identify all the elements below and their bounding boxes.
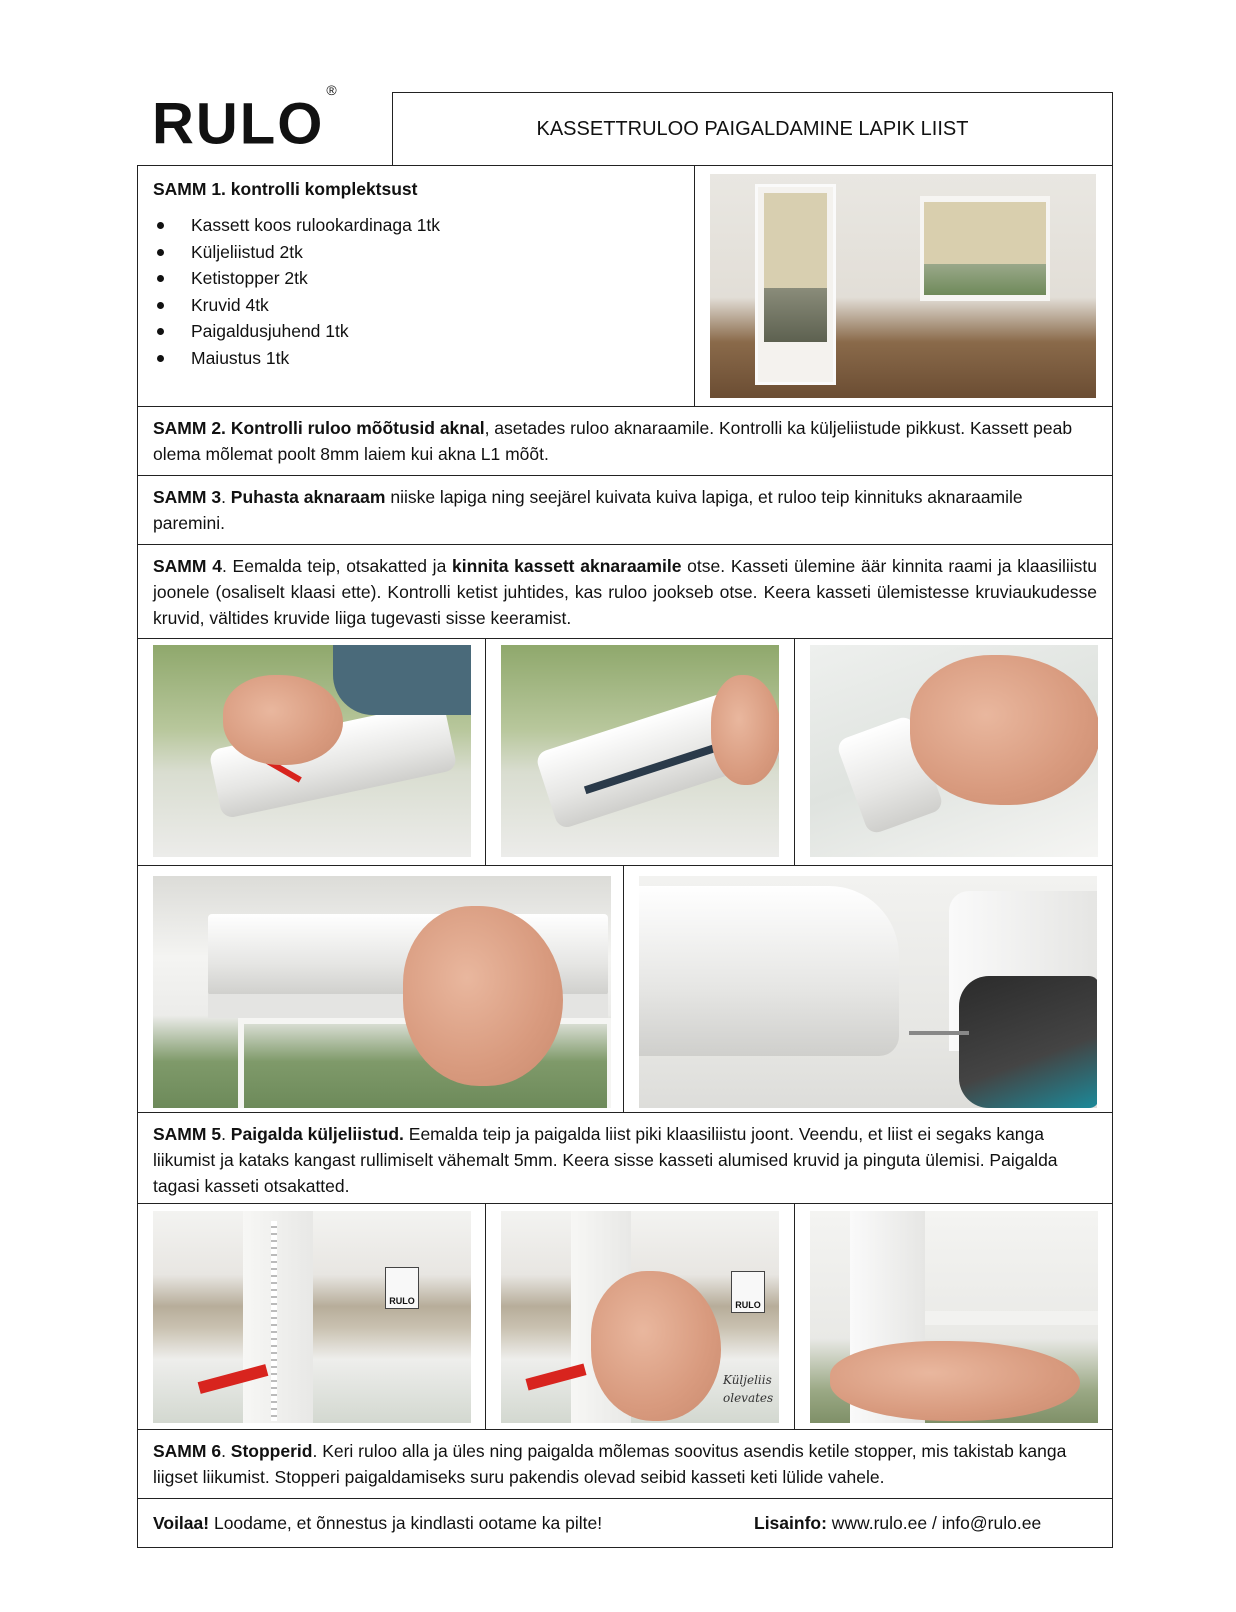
step1-item-list [153,212,679,371]
step4-photo-cell-5 [623,865,1113,1113]
list-item: Kassett koos rulookardinaga 1tk [153,212,679,239]
step3-label: SAMM 3 [153,487,222,507]
step5-label: SAMM 5 [153,1124,222,1144]
rulo-logo [152,82,339,157]
footer-text: Loodame, et õnnestus ja kindlasti ootame ka pilte! [209,1513,603,1533]
step6-cell [137,1429,1113,1499]
list-item: Ketistopper 2tk [153,265,679,292]
drill-screw-photo [639,876,1097,1108]
mount-cassette-photo [153,876,611,1108]
step5-photo-cell-2 [485,1203,795,1430]
step4-photo-cell-1 [137,638,486,866]
step2-bold: Kontrolli ruloo mõõtusid aknal [230,418,485,438]
document-title: KASSETTRULOO PAIGALDAMINE LAPIK LIIST [392,92,1113,166]
step6-label: SAMM 6 [153,1441,222,1461]
end-cap-photo [810,645,1098,857]
side-rail-photo-3 [810,1211,1098,1423]
step4-text2: otse. Kasseti ülemine äär kinnita raami ja klaasiliistu joonele (osaliselt klaasi ette). Kontrolli ketist juhtides, kas ruloo jookseb otse. Keera kasseti ülemistesse kruviaukudesse kruvid, vältides kruvide liiga tugevasti sisse keeramist. [153,556,1097,628]
step4-bold: kinnita kassett aknaraamile [452,556,682,576]
list-item: Küljeliistud 2tk [153,239,679,266]
footer-voilaa: Voilaa! [153,1513,210,1533]
step1-text-cell [137,165,695,407]
footer-cell [137,1498,1113,1548]
step4-photo-cell-3 [794,638,1113,866]
registered-mark: ® [326,82,339,98]
step6-bold: Stopperid [230,1441,313,1461]
step4-label: SAMM 4 [153,556,222,576]
handwritten-line-1: Küljeliis [723,1373,772,1387]
list-item: Paigaldusjuhend 1tk [153,318,679,345]
footer-info-text: www.rulo.ee / info@rulo.ee [826,1513,1042,1533]
step2-label: SAMM 2. [153,418,226,438]
step3-text: niiske lapiga ning seejärel kuivata kuiva lapiga, et ruloo teip kinnituks aknaraamile paremini. [153,487,1023,533]
side-rail-photo-1 [153,1211,471,1423]
room-photo [710,174,1096,398]
step3-bold: Puhasta aknaraam [230,487,386,507]
step6-dot: . [221,1441,231,1461]
step5-bold: Paigalda küljeliistud. [230,1124,404,1144]
list-item: Maiustus 1tk [153,345,679,372]
step5-cell [137,1112,1113,1204]
step5-text: Eemalda teip ja paigalda liist piki klaasiliistu joont. Veendu, et liist ei segaks kanga liikumist ja kataks kangast rullimiselt vähemalt 5mm. Keera sisse kasseti alumised kruvid ja pinguta ülemisi. Paigalda tagasi kasseti otsakatted. [153,1124,1058,1196]
step1-photo-cell [694,165,1113,407]
cassette-end-photo [501,645,779,857]
step4-photo-cell-2 [485,638,795,866]
step5-dot: . [221,1124,231,1144]
remove-tape-photo [153,645,471,857]
step3-cell [137,475,1113,545]
logo-text: RULO [152,91,325,157]
step2-cell [137,406,1113,476]
rulo-tag: RULO [385,1267,419,1309]
step4-text1: . Eemalda teip, otsakatted ja [221,556,453,576]
step5-photo-cell-1 [137,1203,486,1430]
footer-contact [754,1510,1041,1536]
handwritten-note [723,1371,773,1407]
step4-photo-cell-4 [137,865,624,1113]
footer-info-label: Lisainfo: [754,1513,827,1533]
step3-dot: . [221,487,231,507]
step2-text: , asetades ruloo aknaraamile. Kontrolli ka küljeliistude pikkust. Kassett peab olema mõlemat poolt 8mm laiem kui akna L1 mõõt. [153,418,1073,464]
side-rail-photo-2 [501,1211,779,1423]
step5-photo-cell-3 [794,1203,1113,1430]
list-item: Kruvid 4tk [153,292,679,319]
step6-text: . Keri ruloo alla ja üles ning paigalda mõlemas soovitus asendis ketile stopper, mis takistab kanga liigset liikumist. Stopperi paigaldamiseks suru pakendis olevad seibid kasseti keti lülide vahele. [153,1441,1067,1487]
handwritten-line-2: olevates [723,1391,774,1405]
step1-heading: SAMM 1. kontrolli komplektsust [153,179,418,199]
rulo-tag: RULO [731,1271,765,1313]
step4-cell [137,544,1113,639]
